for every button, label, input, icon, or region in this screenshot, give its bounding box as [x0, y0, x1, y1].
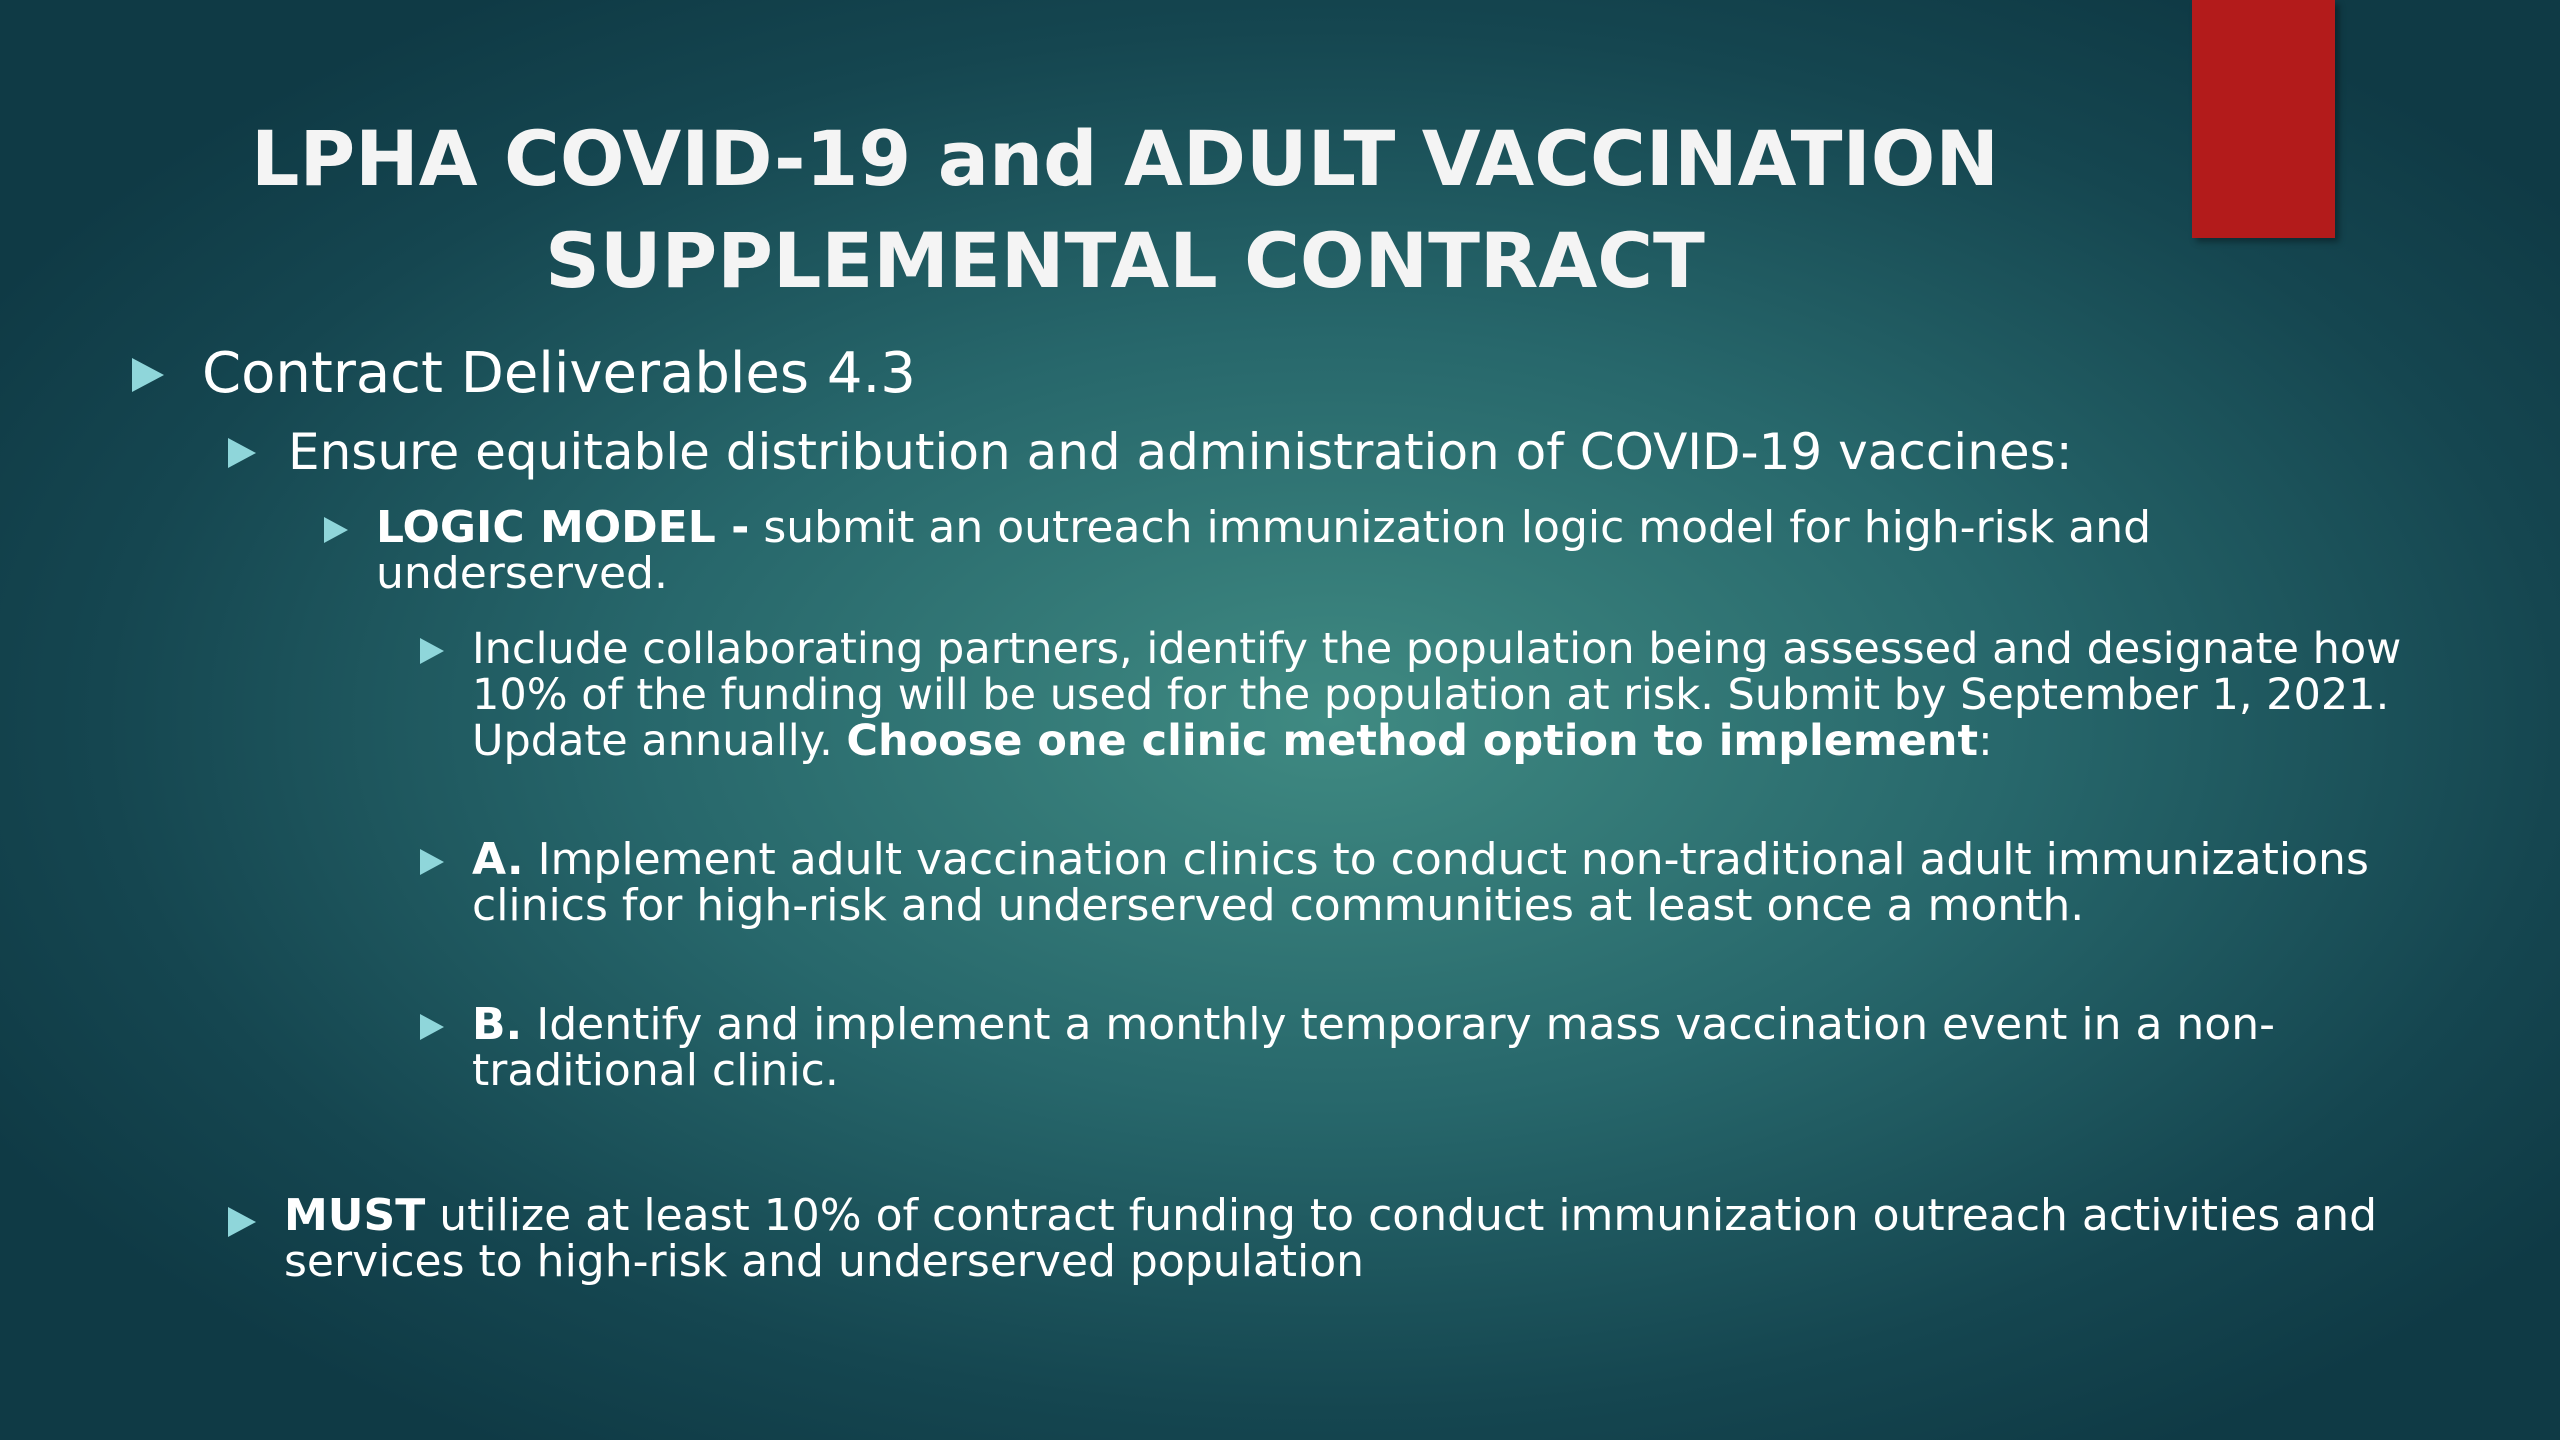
slide-title [160, 108, 2090, 312]
bullet-end: : [1978, 716, 1993, 766]
bullet-body: submit an outreach immunization logic model for high-risk and underserved. [376, 502, 2152, 599]
bullet-text [472, 834, 2380, 931]
bullet-body: Identify and implement a monthly temporary mass vaccination event in a non-traditional clinic. [472, 999, 2275, 1096]
bullet-arrow-icon [228, 1207, 256, 1237]
bullet-arrow-icon [420, 1014, 444, 1040]
bullet-arrow-icon [420, 849, 444, 875]
bullet-option-b [420, 999, 2380, 1096]
bullet-must-utilize [228, 1190, 2408, 1287]
bullet-bold-label: MUST [284, 1190, 426, 1241]
bullet-arrow-icon [324, 517, 348, 543]
bullet-body: Implement adult vaccination clinics to conduct non-traditional adult immunizations clinics for high-risk and underserved communities at least once a month. [472, 834, 2369, 931]
bullet-text [284, 1190, 2408, 1287]
bullet-text: Contract Deliverables 4.3 [202, 341, 916, 406]
bullet-text [472, 999, 2380, 1096]
bullet-ensure-distribution [228, 424, 2428, 480]
bullet-bold-label: Choose one clinic method option to implement [846, 716, 1979, 766]
bullet-bold-label: LOGIC MODEL - [376, 502, 750, 553]
bullet-arrow-icon [228, 438, 256, 468]
bullet-option-a [420, 834, 2380, 931]
bullet-text [376, 502, 2384, 599]
bullet-arrow-icon [132, 358, 164, 392]
bullet-arrow-icon [420, 638, 444, 664]
bullet-bold-label: B. [472, 999, 523, 1050]
bullet-body: Include collaborating partners, identify the population being assessed and designate how 10% of the funding will be used for the population at risk. Submit by September 1, 2021. Update annually. [472, 624, 2402, 766]
bullet-text [472, 626, 2430, 764]
slide-title-line-2: SUPPLEMENTAL CONTRACT [545, 216, 1705, 305]
bullet-contract-deliverables [132, 342, 2032, 406]
bullet-text: Ensure equitable distribution and administration of COVID-19 vaccines: [288, 423, 2073, 481]
bullet-logic-model [324, 502, 2384, 599]
bullet-body: utilize at least 10% of contract funding to conduct immunization outreach activities and services to high-risk and underserved population [284, 1190, 2378, 1287]
accent-bar [2192, 0, 2335, 238]
bullet-include-partners [420, 626, 2430, 764]
bullet-bold-label: A. [472, 834, 524, 885]
slide-title-line-1: LPHA COVID-19 and ADULT VACCINATION [251, 114, 1999, 203]
